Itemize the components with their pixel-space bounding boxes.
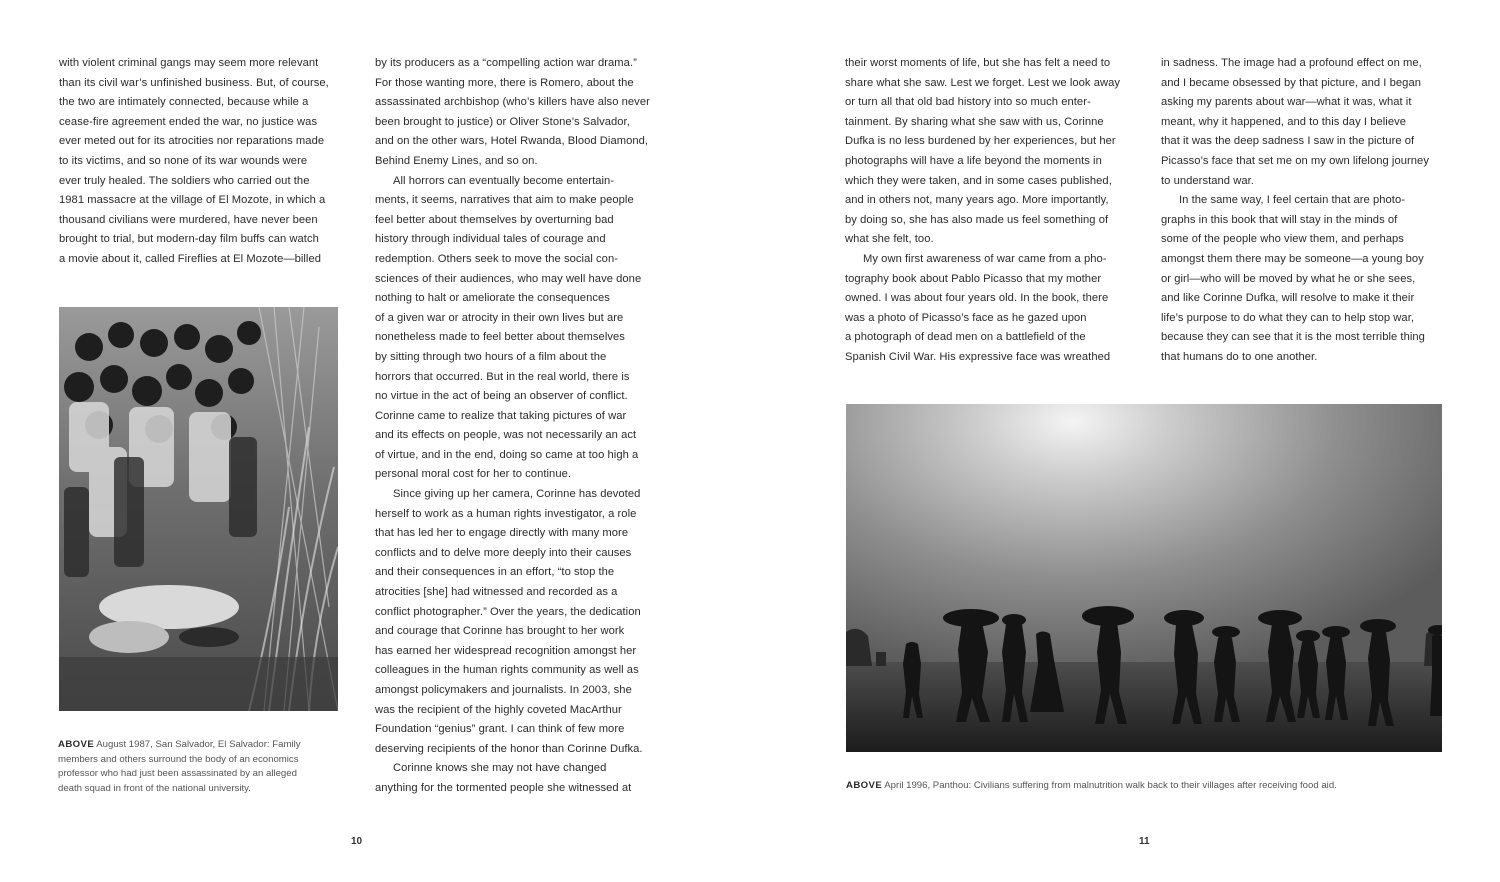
text-line: ever truly healed. The soldiers who carried out the <box>59 174 310 187</box>
text-line: Corinne came to realize that taking pictures of war <box>375 409 627 422</box>
text-line: feel better about themselves by overturning bad <box>375 213 614 226</box>
text-line: that humans do to one another. <box>1161 350 1318 363</box>
text-line: Foundation “genius” grant. I can think of few more <box>375 723 625 736</box>
text-line: For those wanting more, there is Romero, about the <box>375 76 634 89</box>
text-line: In the same way, I feel certain that are photo- <box>1179 194 1406 207</box>
text-line: thousand civilians were murdered, have never been <box>59 213 318 226</box>
text-line: and their consequences in an effort, “to stop the <box>375 566 615 579</box>
caption-text: April 1996, Panthou: Civilians suffering from malnutrition walk back to their villages after receiving food aid. <box>882 780 1337 791</box>
text-line: ments, it seems, narratives that aim to make people <box>375 194 634 207</box>
right-page-column-2 <box>1161 54 1447 368</box>
text-line: was the recipient of the highly coveted MacArthur <box>375 703 622 716</box>
text-line: My own first awareness of war came from a pho- <box>863 252 1107 265</box>
text-line: tainment. By sharing what she saw with us, Corinne <box>845 115 1104 128</box>
text-line: with violent criminal gangs may seem more relevant <box>59 57 319 69</box>
text-line: has earned her widespread recognition amongst her <box>375 644 637 657</box>
caption-line: August 1987, San Salvador, El Salvador: Family <box>94 739 301 750</box>
text-line: a photograph of dead men on a battlefield of the <box>845 331 1086 344</box>
caption-label: ABOVE <box>58 739 95 750</box>
caption-line: professor who had just been assassinated by an alleged <box>58 768 297 780</box>
text-line: personal moral cost for her to continue. <box>375 468 572 481</box>
text-line: deserving recipients of the honor than Corinne Dufka. <box>375 742 643 755</box>
text-line: atrocities [she] had witnessed and recorded as a <box>375 586 618 599</box>
text-line: and in others not, many years ago. More importantly, <box>845 194 1109 207</box>
right-photo-caption <box>846 779 1446 794</box>
text-line: of a given war or atrocity in their own lives but are <box>375 311 624 324</box>
text-line: colleagues in the human rights community as well as <box>375 664 639 677</box>
text-line: All horrors can eventually become entertain- <box>393 174 615 187</box>
crowd-photo-image <box>59 307 338 711</box>
text-line: assassinated archbishop (who’s killers have also never <box>375 96 650 109</box>
text-line: what she felt, too. <box>845 233 934 246</box>
text-line: or girl—who will be moved by what he or she sees, <box>1161 272 1416 285</box>
left-page-column-2 <box>375 54 659 799</box>
text-line: or turn all that old bad history into so much enter- <box>845 96 1091 109</box>
caption-line: members and others surround the body of an economics <box>58 753 299 765</box>
text-line: no virtue in the act of being an observer of conflict. <box>375 390 628 403</box>
text-line: by its producers as a “compelling action war drama.” <box>375 57 637 69</box>
caption-label: ABOVE <box>846 780 883 791</box>
text-line: nonetheless made to feel better about themselves <box>375 331 625 344</box>
text-line: and courage that Corinne has brought to her work <box>375 625 625 638</box>
text-line: conflict photographer.” Over the years, the dedication <box>375 605 641 618</box>
text-line: was a photo of Picasso’s face as he gazed upon <box>845 311 1087 324</box>
text-line: cease-fire agreement ended the war, no justice was <box>59 115 318 128</box>
silhouettes-photo <box>846 404 1442 752</box>
text-line: and like Corinne Dufka, will resolve to make it their <box>1161 292 1415 305</box>
text-line: their worst moments of life, but she has felt a need to <box>845 57 1111 69</box>
text-line: to its victims, and so none of its war wounds were <box>59 154 308 167</box>
page-number-left: 10 <box>351 836 363 847</box>
text-line: Behind Enemy Lines, and so on. <box>375 154 538 167</box>
silhouettes-photo-image <box>846 404 1442 752</box>
text-line: that it was the deep sadness I saw in the picture of <box>1161 135 1415 148</box>
text-line: Since giving up her camera, Corinne has devoted <box>393 488 641 501</box>
text-line: life’s purpose to do what they can to help stop war, <box>1161 311 1415 324</box>
text-line: and its effects on people, was not necessarily an act <box>375 429 637 442</box>
text-line: horrors that occurred. But in the real world, there is <box>375 370 630 383</box>
text-line: and I became obsessed by that picture, and I began <box>1161 76 1421 89</box>
text-line: redemption. Others seek to move the social con- <box>375 252 618 265</box>
text-line: because they can see that it is the most terrible thing <box>1161 331 1425 344</box>
text-line: that has led her to engage directly with many more <box>375 527 629 540</box>
text-line: owned. I was about four years old. In the book, there <box>845 292 1109 305</box>
text-line: than its civil war’s unfinished business. But, of course, <box>59 76 329 89</box>
page-number-right: 11 <box>1139 836 1150 847</box>
text-line: the two are intimately connected, because while a <box>59 96 309 109</box>
text-line: 1981 massacre at the village of El Mozote, in which a <box>59 194 326 207</box>
crowd-photo <box>59 307 338 711</box>
text-line: meant, why it happened, and to this day I believe <box>1161 115 1407 128</box>
caption-line: death squad in front of the national university. <box>58 782 251 794</box>
text-line: been brought to justice) or Oliver Stone’s Salvador, <box>375 115 630 128</box>
text-line: amongst policymakers and journalists. In 2003, she <box>375 684 632 696</box>
text-line: herself to work as a human rights investigator, a role <box>375 507 637 520</box>
text-line: Corinne knows she may not have changed <box>393 762 607 775</box>
text-line: photographs will have a life beyond the moments in <box>845 154 1102 167</box>
text-line: tography book about Pablo Picasso that my mother <box>845 272 1102 285</box>
text-line: Dufka is no less burdened by her experiences, but her <box>845 135 1116 148</box>
text-line: by sitting through two hours of a film about the <box>375 350 607 363</box>
text-line: conflicts and to delve more deeply into their causes <box>375 546 632 559</box>
text-line: brought to trial, but modern-day film buffs can watch <box>59 233 319 246</box>
text-line: graphs in this book that will stay in the minds of <box>1161 213 1398 226</box>
left-page-column-1 <box>59 54 341 270</box>
text-line: asking my parents about war—what it was, what it <box>1161 96 1412 109</box>
text-line: which they were taken, and in some cases published, <box>845 174 1112 187</box>
text-line: nothing to halt or ameliorate the consequences <box>375 292 610 305</box>
text-line: a movie about it, called Fireflies at El Mozote—billed <box>59 252 321 265</box>
text-line: anything for the tormented people she witnessed at <box>375 781 632 794</box>
text-line: Picasso’s face that set me on my own lifelong journey <box>1161 154 1429 167</box>
text-line: of virtue, and in the end, doing so came at too high a <box>375 448 639 461</box>
text-line: share what she saw. Lest we forget. Lest we look away <box>845 76 1121 89</box>
text-line: Spanish Civil War. His expressive face was wreathed <box>845 350 1111 363</box>
text-line: in sadness. The image had a profound effect on me, <box>1161 57 1422 69</box>
text-line: history through individual tales of courage and <box>375 233 606 246</box>
left-photo-caption <box>58 738 338 796</box>
text-line: some of the people who view them, and perhaps <box>1161 233 1404 246</box>
text-line: to understand war. <box>1161 174 1254 187</box>
right-page-column-1 <box>845 54 1129 368</box>
text-line: and on the other wars, Hotel Rwanda, Blood Diamond, <box>375 135 649 148</box>
text-line: ever meted out for its atrocities nor reparations made <box>59 135 325 148</box>
text-line: amongst them there may be someone—a young boy <box>1161 252 1424 265</box>
text-line: by doing so, she has also made us feel something of <box>845 213 1109 226</box>
text-line: sciences of their audiences, who may well have done <box>375 272 642 285</box>
